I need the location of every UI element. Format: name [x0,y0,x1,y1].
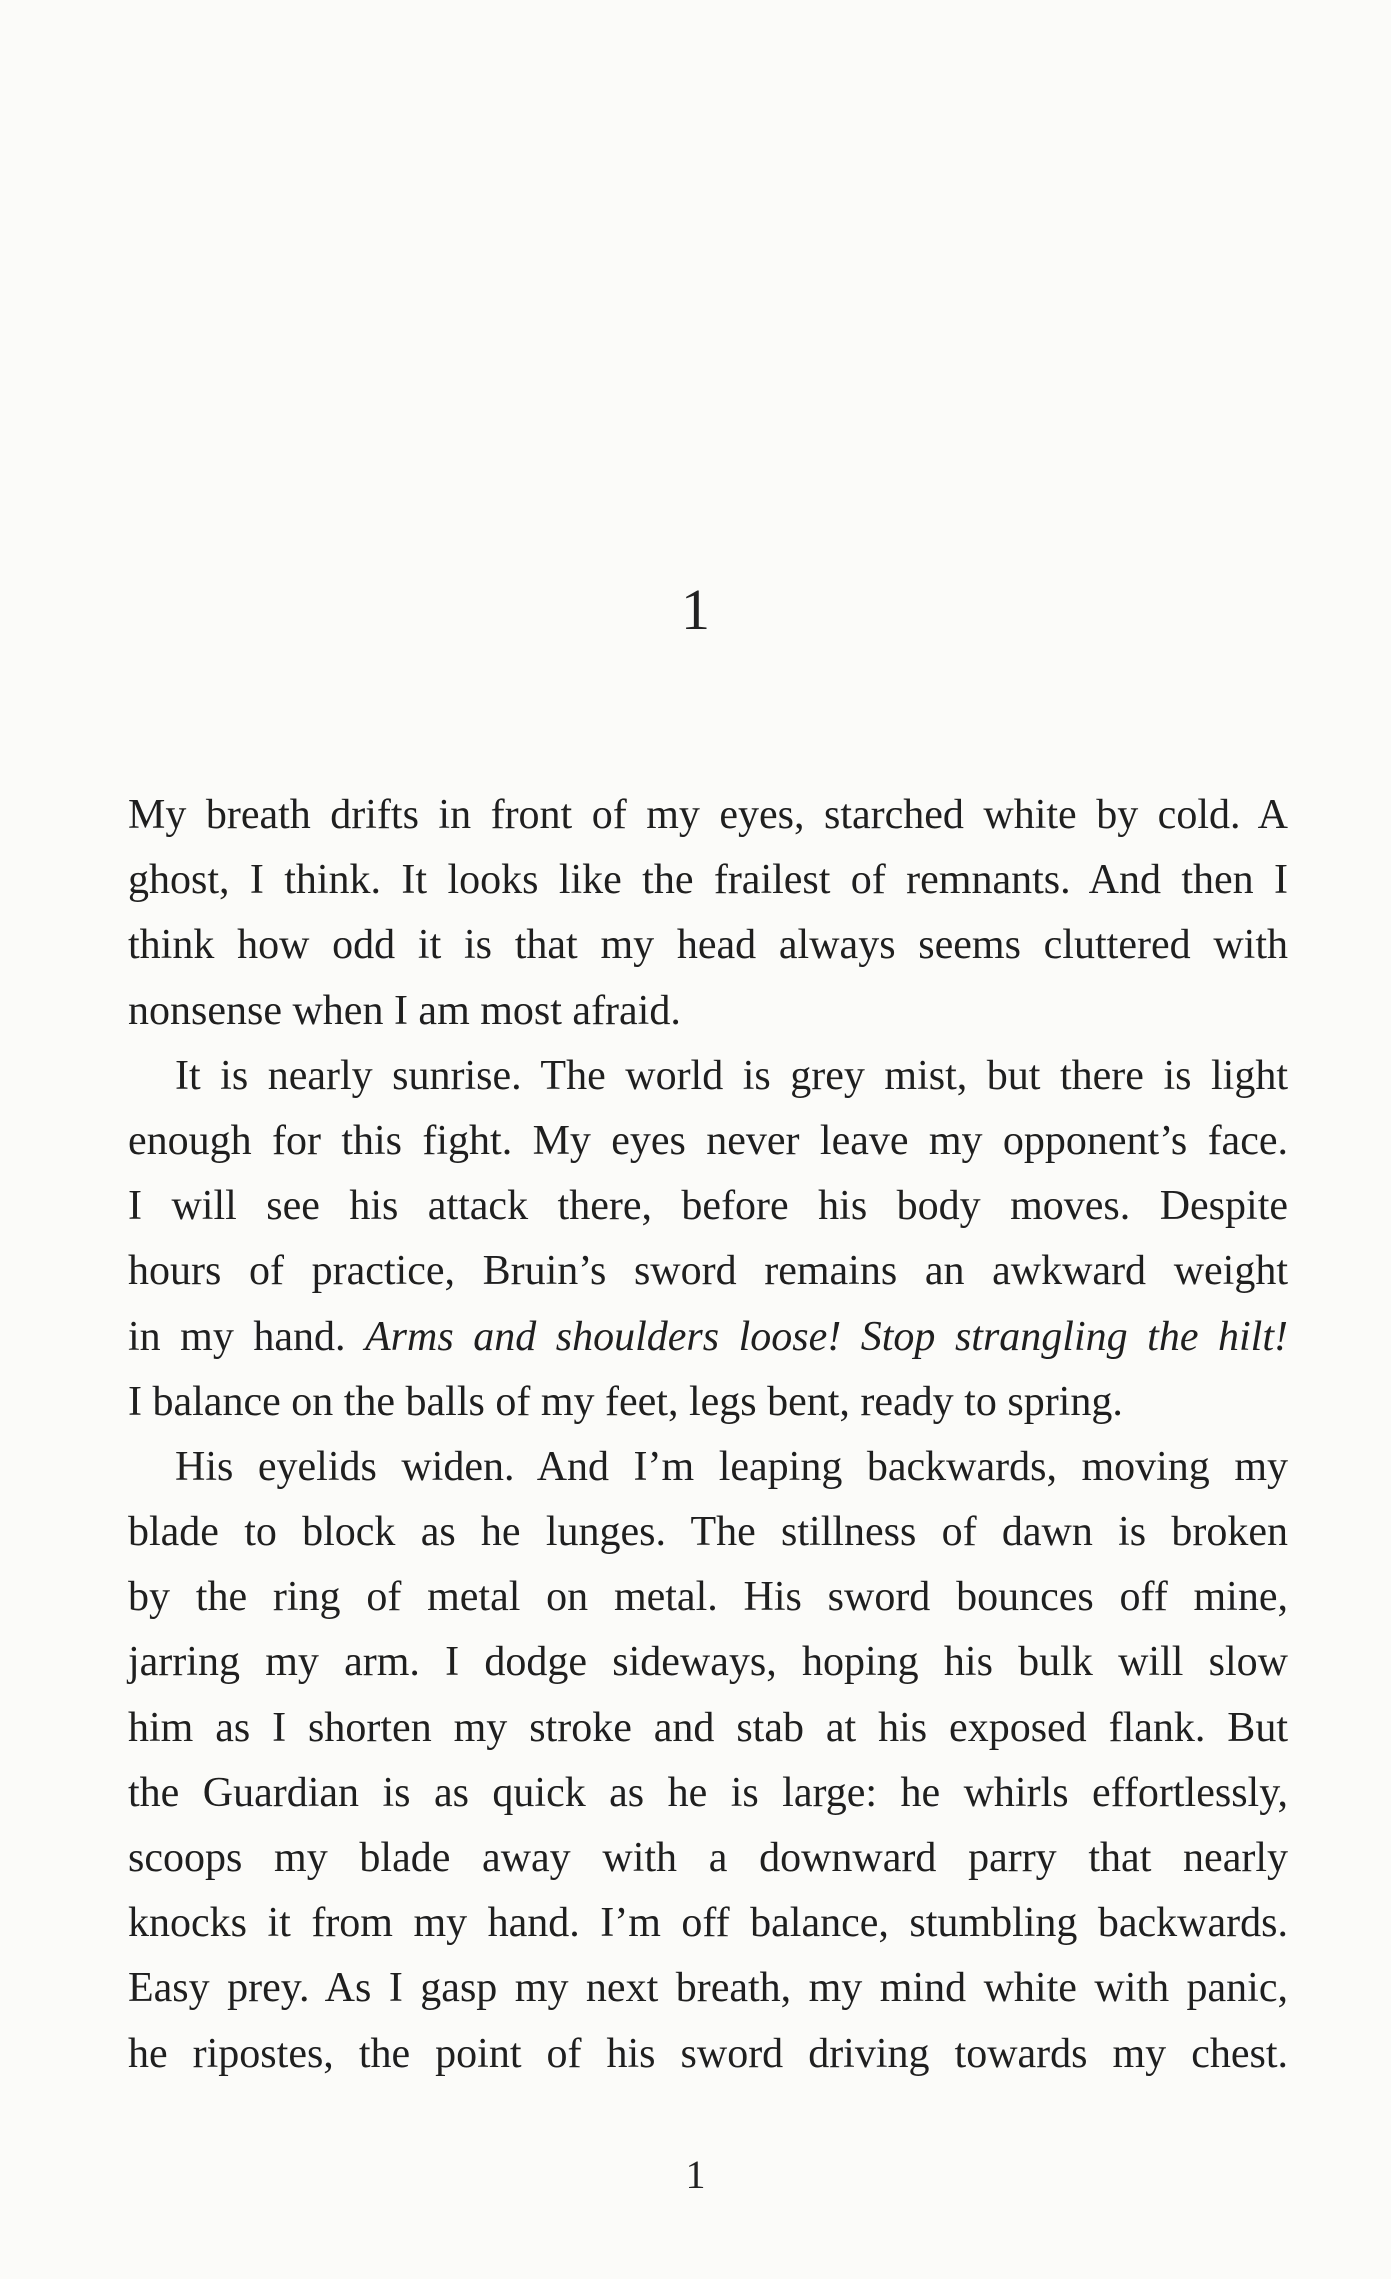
text-line: It is nearly sunrise. The world is grey mist, but there is light [175,1052,1288,1099]
text-line: think how odd it is that my head always seems cluttered with [128,922,1288,969]
text-line-italic: Arms and shoulders loose! Stop strangling the hilt! [365,1313,1288,1360]
text-line: Easy prey. As I gasp my next breath, my mind white with panic, [128,1965,1288,2012]
page-number: 1 [685,2152,706,2197]
text-line: he ripostes, the point of his sword driving towards my chest. [128,2030,1288,2077]
text-line: the Guardian is as quick as he is large: he whirls effortlessly, [128,1769,1288,1816]
text-line: nonsense when I am most afraid. [128,987,681,1034]
text-line-mixed [128,1305,1288,1370]
text-line: him as I shorten my stroke and stab at his exposed flank. But [128,1704,1288,1751]
text-line: ghost, I think. It looks like the frailest of remnants. And then I [128,857,1288,904]
text-line: blade to block as he lunges. The stillness of dawn is broken [128,1509,1288,1556]
body-text [128,783,1288,2087]
chapter-number: 1 [681,577,710,642]
text-line: enough for this fight. My eyes never leave my opponent’s face. [128,1117,1288,1164]
text-line: jarring my arm. I dodge sideways, hoping his bulk will slow [128,1639,1288,1686]
text-line: by the ring of metal on metal. His sword bounces off mine, [128,1574,1288,1621]
text-line: hours of practice, Bruin’s sword remains an awkward weight [128,1248,1288,1295]
text-line: knocks it from my hand. I’m off balance, stumbling backwards. [128,1900,1288,1947]
text-line: His eyelids widen. And I’m leaping backwards, moving my [175,1443,1288,1490]
text-line: I balance on the balls of my feet, legs bent, ready to spring. [128,1378,1123,1425]
text-line: My breath drifts in front of my eyes, starched white by cold. A [128,792,1288,838]
text-line: I will see his attack there, before his body moves. Despite [128,1183,1288,1230]
text-line-roman: in my hand. [128,1313,366,1360]
text-line: scoops my blade away with a downward parry that nearly [128,1835,1288,1881]
